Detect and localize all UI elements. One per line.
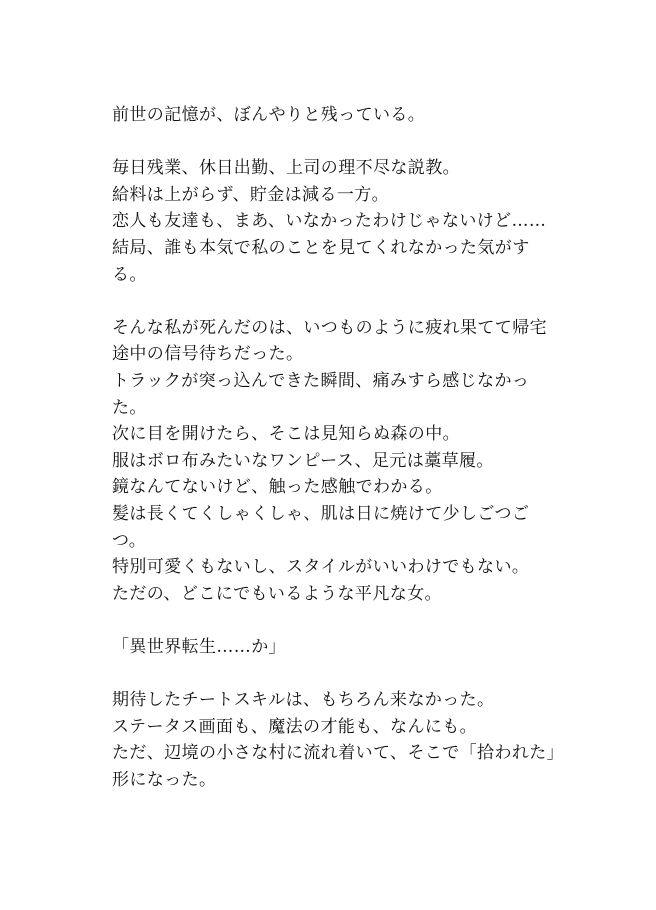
text-line: た。: [112, 397, 147, 418]
text-line: 前世の記憶が、ぼんやりと残っている。: [112, 105, 426, 125]
text-line: 結局、誰も本気で私のことを見てくれなかった気がす: [112, 237, 530, 258]
text-line: つ。: [112, 530, 147, 551]
text-line: ステータス画面も、魔法の才能も、なんにも。: [112, 716, 478, 737]
text-line: 服はボロ布みたいなワンピース、足元は藁草履。: [112, 450, 494, 471]
blank-line: [112, 288, 552, 315]
text-line: ただの、どこにでもいるような平凡な女。: [112, 583, 442, 604]
dialogue-line: 「異世界転生……か」: [112, 636, 286, 657]
text-line: 毎日残業、休日出勤、上司の理不尽な説教。: [112, 158, 460, 179]
blank-line: [112, 607, 552, 634]
blank-line: [112, 660, 552, 687]
text-line: 特別可愛くもないし、スタイルがいいわけでもない。: [112, 557, 530, 578]
text-line: 形になった。: [112, 769, 217, 790]
text-line: 次に目を開けたら、そこは見知らぬ森の中。: [112, 424, 460, 445]
text-line: そんな私が死んだのは、いつものように疲れ果てて帰宅: [112, 317, 547, 338]
text-line: 給料は上がらず、貯金は減る一方。: [112, 184, 390, 205]
text-line: 鏡なんてないけど、触った感触でわかる。: [112, 477, 443, 498]
text-line: ただ、辺境の小さな村に流れ着いて、そこで「拾われた」: [112, 743, 565, 764]
novel-text-body: [112, 102, 565, 793]
text-line: 髪は長くてくしゃくしゃ、肌は日に焼けて少しごつご: [112, 503, 530, 524]
text-line: トラックが突っ込んできた瞬間、痛みすら感じなかっ: [112, 370, 530, 391]
text-line: 期待したチートスキルは、もちろん来なかった。: [112, 690, 495, 711]
blank-line: [112, 129, 552, 156]
text-line: る。: [112, 264, 147, 285]
text-line: 恋人も友達も、まあ、いなかったわけじゃないけど……: [112, 211, 547, 232]
text-line: 途中の信号待ちだった。: [112, 344, 304, 365]
